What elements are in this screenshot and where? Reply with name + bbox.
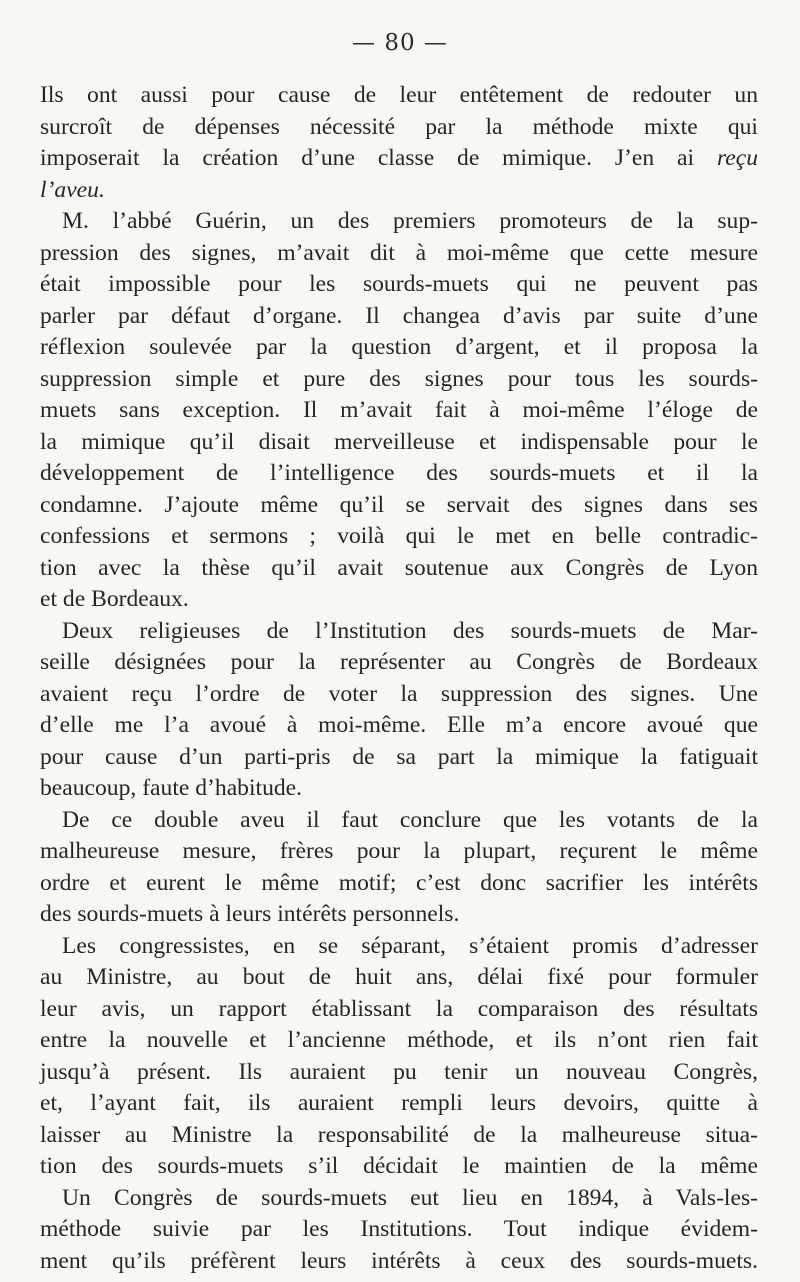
text-line	[40, 364, 758, 396]
text-line	[40, 899, 758, 931]
text-line	[40, 458, 758, 490]
text-line-content: tion des sourds-muets s’il décidait le maintien de la même	[40, 1153, 758, 1179]
text-line	[40, 1025, 758, 1057]
text-line	[40, 301, 758, 333]
text-line	[40, 1246, 758, 1278]
text-line	[40, 805, 758, 837]
text-line	[40, 836, 758, 868]
text-line-content: entre la nouvelle et l’ancienne méthode, et ils n’ont rien fait	[40, 1027, 758, 1053]
text-line	[40, 427, 758, 459]
text-line-content: la mimique qu’il disait merveilleuse et indispensable pour le	[40, 428, 758, 455]
text-line	[40, 679, 758, 711]
text-line	[40, 994, 758, 1026]
text-line-content: seille désignées pour la représenter au Congrès de Bordeaux	[40, 649, 758, 675]
text-line	[40, 742, 758, 774]
text-line	[40, 710, 758, 742]
italic-text: l’aveu.	[40, 176, 105, 203]
text-line	[40, 584, 758, 616]
text-line-content: Deux religieuses de l’Institution des sourds-muets de Mar-	[62, 617, 758, 644]
text-line-content: confessions et sermons ; voilà qui le met en belle contradic-	[40, 523, 758, 549]
text-line	[40, 395, 758, 427]
text-line-content: beaucoup, faute d’habitude.	[40, 775, 303, 801]
text-line	[40, 773, 758, 805]
text-line-content: Les congressistes, en se séparant, s’étaient promis d’adresser	[62, 932, 758, 959]
text-line	[40, 521, 758, 553]
text-line-content: au Ministre, au bout de huit ans, délai fixé pour formuler	[40, 964, 758, 990]
text-line-content: et, l’ayant fait, ils auraient rempli leurs devoirs, quitte à	[40, 1090, 758, 1116]
text-line-content: méthode suivie par les Institutions. Tout indique évidem-	[40, 1216, 758, 1242]
text-line-content: des sourds-muets à leurs intérêts personnels.	[40, 901, 460, 927]
text-line	[40, 1120, 758, 1152]
text-line-content: pression des signes, m’avait dit à moi-même que cette mesure	[40, 239, 758, 266]
text-line-content: leur avis, un rapport établissant la comparaison des résultats	[40, 995, 758, 1022]
text-line	[40, 206, 758, 238]
text-line	[40, 647, 758, 679]
text-line	[40, 112, 758, 144]
text-line-content: jusqu’à présent. Ils auraient pu tenir un nouveau Congrès,	[40, 1058, 758, 1085]
text-line	[40, 269, 758, 301]
text-line-content: Un Congrès de sourds-muets eut lieu en 1894, à Vals-les-	[62, 1184, 758, 1211]
text-line	[40, 1057, 758, 1089]
text-line	[40, 616, 758, 648]
text-line-content: et de Bordeaux.	[40, 586, 189, 612]
text-line-content: suppression simple et pure des signes pour tous les sourds-	[40, 365, 758, 392]
text-line-content: ment qu’ils préfèrent leurs intérêts à ceux des sourds-muets.	[40, 1247, 758, 1274]
text-line	[40, 553, 758, 585]
text-line-content: ordre et eurent le même motif; c’est donc sacrifier les intérêts	[40, 869, 758, 896]
text-line	[40, 175, 758, 207]
text-line-content: condamne. J’ajoute même qu’il se servait des signes dans ses	[40, 491, 758, 518]
text-line	[40, 80, 758, 112]
text-line	[40, 143, 758, 175]
text-line	[40, 962, 758, 994]
text-line-content: développement de l’intelligence des sourds-muets et il la	[40, 460, 758, 486]
text-line-content: était impossible pour les sourds-muets qui ne peuvent pas	[40, 271, 758, 297]
text-line	[40, 1214, 758, 1246]
text-line-content: imposerait la création d’une classe de mimique. J’en ai	[40, 145, 717, 171]
text-line-content: parler par défaut d’organe. Il changea d’avis par suite d’une	[40, 302, 758, 329]
text-line-content: d’elle me l’a avoué à moi-même. Elle m’a encore avoué que	[40, 712, 758, 738]
italic-text: reçu	[716, 145, 758, 171]
text-line	[40, 332, 758, 364]
text-line	[40, 1088, 758, 1120]
text-line-content: réflexion soulevée par la question d’argent, et il proposa la	[40, 334, 758, 360]
text-line-content: surcroît de dépenses nécessité par la méthode mixte qui	[40, 113, 758, 140]
text-line-content: Ils ont aussi pour cause de leur entêtement de redouter un	[40, 82, 758, 108]
text-line	[40, 238, 758, 270]
text-line-content: muets sans exception. Il m’avait fait à moi-même l’éloge de	[40, 397, 758, 423]
text-line	[40, 490, 758, 522]
text-line	[40, 931, 758, 963]
text-line-content: M. l’abbé Guérin, un des premiers promoteurs de la sup-	[62, 208, 758, 234]
page-text-body	[40, 80, 758, 1277]
text-line-content: tion avec la thèse qu’il avait soutenue aux Congrès de Lyon	[40, 554, 758, 581]
text-line	[40, 868, 758, 900]
text-line-content: laisser au Ministre la responsabilité de la malheureuse situa-	[40, 1121, 758, 1148]
text-line	[40, 1183, 758, 1215]
text-line-content: pour cause d’un parti-pris de sa part la mimique la fatiguait	[40, 743, 758, 770]
text-line-content: De ce double aveu il faut conclure que les votants de la	[62, 806, 758, 833]
text-line	[40, 1151, 758, 1183]
text-line-content: avaient reçu l’ordre de voter la suppression des signes. Une	[40, 680, 758, 707]
page-number: — 80 —	[352, 30, 448, 56]
text-line-content: malheureuse mesure, frères pour la plupart, reçurent le même	[40, 838, 758, 864]
